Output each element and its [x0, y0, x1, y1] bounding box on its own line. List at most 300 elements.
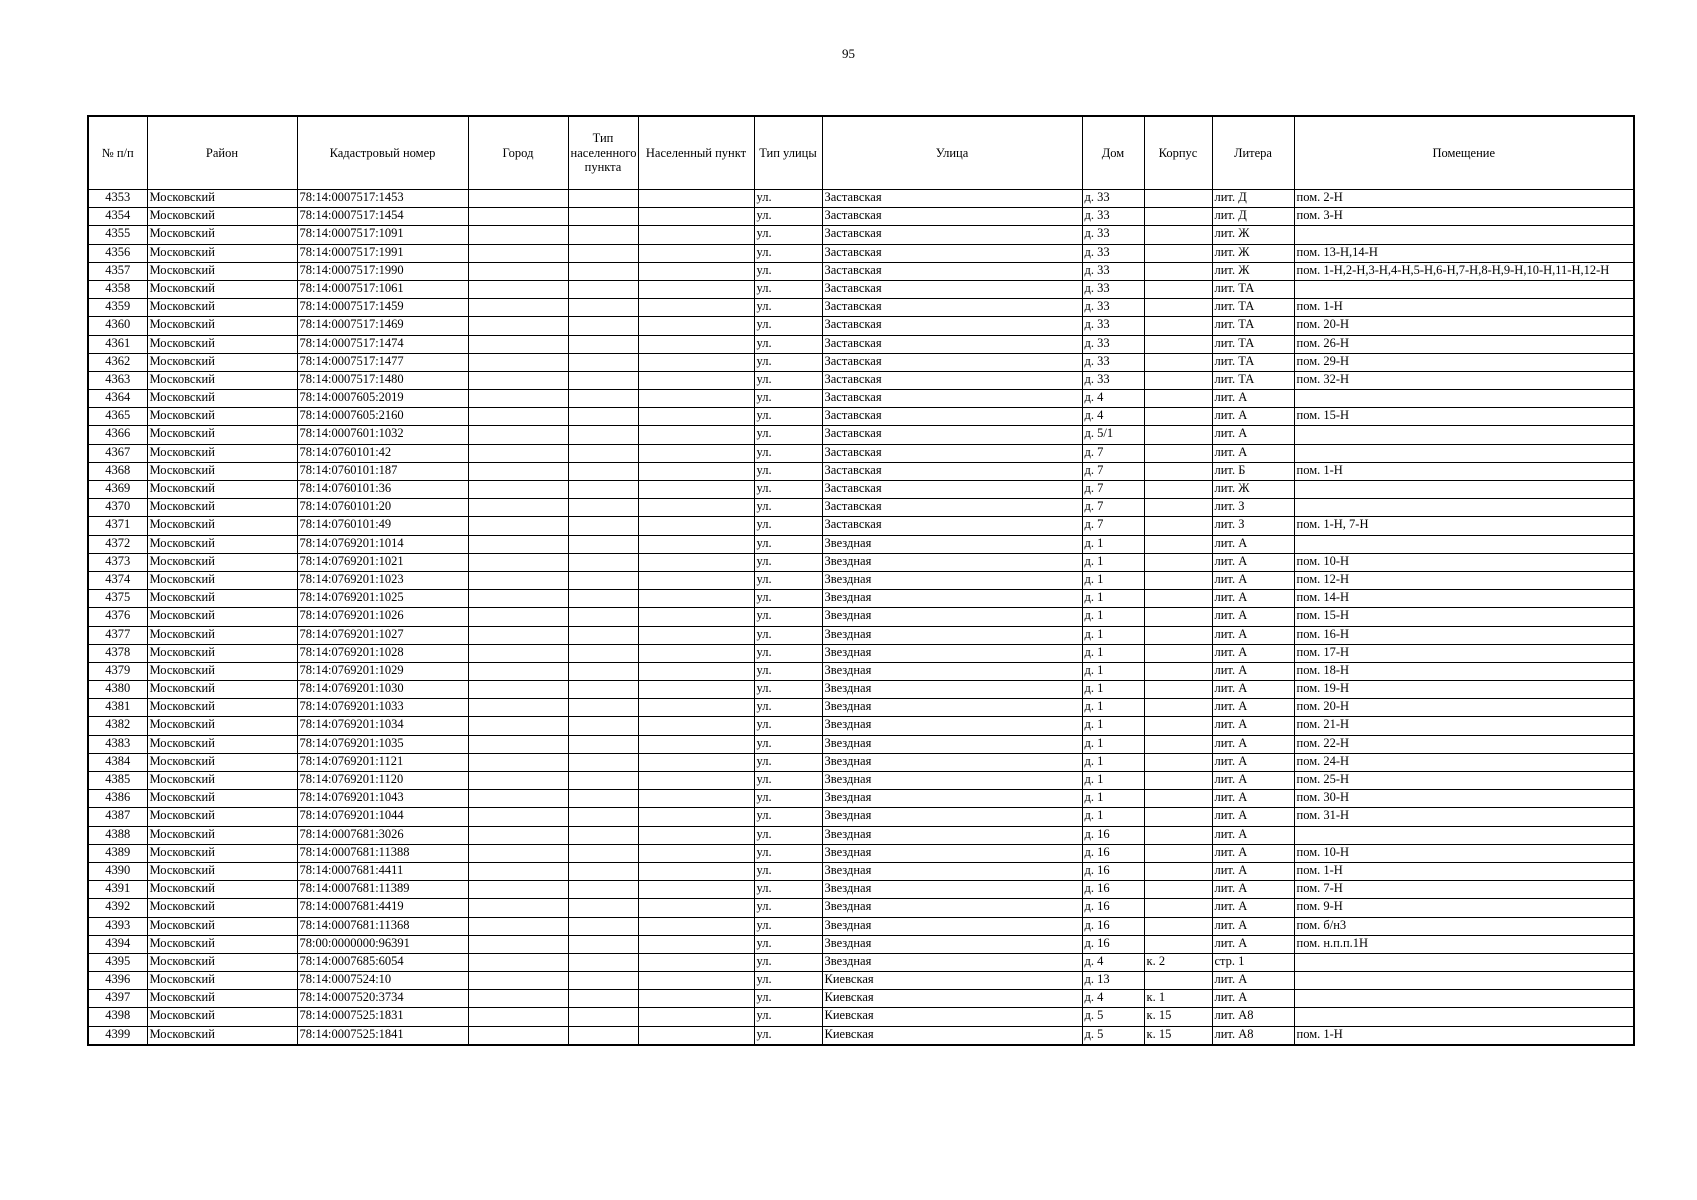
registry-table: [87, 115, 1635, 1046]
cell-row-number: 4390: [88, 862, 147, 880]
cell-house: д. 16: [1082, 826, 1144, 844]
cell-letter: лит. З: [1212, 517, 1294, 535]
cell-street-type: ул.: [754, 917, 822, 935]
cell-house: д. 7: [1082, 517, 1144, 535]
cell-cadastral-number: 78:14:0769201:1043: [297, 790, 468, 808]
cell-district: Московский: [147, 553, 297, 571]
cell-district: Московский: [147, 299, 297, 317]
cell-district: Московский: [147, 953, 297, 971]
cell-house: д. 33: [1082, 335, 1144, 353]
cell-street-type: ул.: [754, 935, 822, 953]
cell-house: д. 1: [1082, 535, 1144, 553]
cell-settlement-type: [568, 353, 638, 371]
cell-street-type: ул.: [754, 499, 822, 517]
cell-street-type: ул.: [754, 517, 822, 535]
cell-city: [468, 499, 568, 517]
cell-district: Московский: [147, 244, 297, 262]
cell-street-type: ул.: [754, 444, 822, 462]
cell-street: Заставская: [822, 353, 1082, 371]
table-row: [88, 608, 1634, 626]
cell-settlement-type: [568, 844, 638, 862]
cell-district: Московский: [147, 972, 297, 990]
cell-settlement: [638, 444, 754, 462]
cell-settlement-type: [568, 899, 638, 917]
cell-street-type: ул.: [754, 681, 822, 699]
table-row: [88, 571, 1634, 589]
cell-house: д. 33: [1082, 208, 1144, 226]
table-row: [88, 317, 1634, 335]
cell-house: д. 16: [1082, 917, 1144, 935]
cell-cadastral-number: 78:14:0007601:1032: [297, 426, 468, 444]
cell-settlement-type: [568, 1026, 638, 1045]
cell-city: [468, 481, 568, 499]
cell-settlement: [638, 972, 754, 990]
cell-building: [1144, 317, 1212, 335]
cell-letter: лит. ТА: [1212, 317, 1294, 335]
table-row: [88, 408, 1634, 426]
cell-settlement: [638, 408, 754, 426]
cell-cadastral-number: 78:14:0007517:1469: [297, 317, 468, 335]
cell-row-number: 4379: [88, 662, 147, 680]
cell-row-number: 4395: [88, 953, 147, 971]
cell-city: [468, 862, 568, 880]
cell-district: Московский: [147, 790, 297, 808]
cell-letter: лит. Ж: [1212, 226, 1294, 244]
table-row: [88, 335, 1634, 353]
cell-settlement: [638, 535, 754, 553]
cell-building: [1144, 208, 1212, 226]
cell-district: Московский: [147, 481, 297, 499]
cell-district: Московский: [147, 353, 297, 371]
cell-street-type: ул.: [754, 862, 822, 880]
cell-premises: пом. 17-Н: [1294, 644, 1634, 662]
cell-settlement-type: [568, 626, 638, 644]
cell-cadastral-number: 78:14:0760101:42: [297, 444, 468, 462]
cell-premises: [1294, 499, 1634, 517]
cell-cadastral-number: 78:14:0769201:1027: [297, 626, 468, 644]
cell-street: Заставская: [822, 426, 1082, 444]
cell-letter: лит. А8: [1212, 1008, 1294, 1026]
cell-city: [468, 208, 568, 226]
cell-house: д. 33: [1082, 371, 1144, 389]
cell-street-type: ул.: [754, 553, 822, 571]
cell-letter: лит. А8: [1212, 1026, 1294, 1045]
cell-city: [468, 1008, 568, 1026]
cell-city: [468, 517, 568, 535]
cell-settlement-type: [568, 590, 638, 608]
cell-premises: [1294, 972, 1634, 990]
cell-building: [1144, 935, 1212, 953]
cell-street: Заставская: [822, 226, 1082, 244]
cell-settlement: [638, 426, 754, 444]
cell-district: Московский: [147, 862, 297, 880]
cell-settlement: [638, 244, 754, 262]
cell-settlement-type: [568, 990, 638, 1008]
cell-district: Московский: [147, 280, 297, 298]
cell-settlement-type: [568, 808, 638, 826]
cell-row-number: 4392: [88, 899, 147, 917]
cell-premises: [1294, 426, 1634, 444]
cell-premises: пом. 15-Н: [1294, 608, 1634, 626]
cell-cadastral-number: 78:14:0007681:4419: [297, 899, 468, 917]
cell-house: д. 4: [1082, 953, 1144, 971]
cell-settlement-type: [568, 499, 638, 517]
cell-street: Звездная: [822, 699, 1082, 717]
cell-settlement-type: [568, 717, 638, 735]
table-row: [88, 862, 1634, 880]
cell-settlement-type: [568, 226, 638, 244]
cell-city: [468, 571, 568, 589]
cell-district: Московский: [147, 444, 297, 462]
cell-city: [468, 990, 568, 1008]
cell-settlement: [638, 317, 754, 335]
cell-street: Звездная: [822, 753, 1082, 771]
cell-letter: лит. А: [1212, 862, 1294, 880]
cell-street: Звездная: [822, 553, 1082, 571]
cell-settlement-type: [568, 699, 638, 717]
cell-settlement-type: [568, 299, 638, 317]
cell-settlement: [638, 517, 754, 535]
cell-settlement-type: [568, 553, 638, 571]
cell-district: Московский: [147, 990, 297, 1008]
cell-building: [1144, 226, 1212, 244]
table-row: [88, 753, 1634, 771]
cell-settlement-type: [568, 481, 638, 499]
cell-row-number: 4362: [88, 353, 147, 371]
cell-row-number: 4374: [88, 571, 147, 589]
cell-premises: пом. 18-Н: [1294, 662, 1634, 680]
cell-settlement: [638, 190, 754, 208]
cell-house: д. 33: [1082, 190, 1144, 208]
table-row: [88, 899, 1634, 917]
cell-city: [468, 226, 568, 244]
cell-building: [1144, 662, 1212, 680]
cell-cadastral-number: 78:14:0007681:11368: [297, 917, 468, 935]
cell-settlement: [638, 844, 754, 862]
cell-letter: лит. З: [1212, 499, 1294, 517]
table-row: [88, 353, 1634, 371]
cell-letter: лит. А: [1212, 735, 1294, 753]
table-row: [88, 826, 1634, 844]
cell-building: [1144, 481, 1212, 499]
cell-building: [1144, 681, 1212, 699]
cell-street-type: ул.: [754, 208, 822, 226]
cell-premises: [1294, 953, 1634, 971]
cell-street-type: ул.: [754, 826, 822, 844]
table-row: [88, 262, 1634, 280]
cell-letter: лит. ТА: [1212, 335, 1294, 353]
cell-district: Московский: [147, 844, 297, 862]
cell-cadastral-number: 78:14:0007517:1990: [297, 262, 468, 280]
cell-street-type: ул.: [754, 608, 822, 626]
cell-house: д. 5/1: [1082, 426, 1144, 444]
cell-settlement: [638, 262, 754, 280]
cell-city: [468, 881, 568, 899]
cell-row-number: 4355: [88, 226, 147, 244]
cell-settlement: [638, 299, 754, 317]
table-row: [88, 772, 1634, 790]
cell-house: д. 4: [1082, 390, 1144, 408]
cell-row-number: 4380: [88, 681, 147, 699]
cell-premises: пом. 25-Н: [1294, 772, 1634, 790]
cell-settlement-type: [568, 444, 638, 462]
cell-building: [1144, 371, 1212, 389]
cell-district: Московский: [147, 190, 297, 208]
cell-street-type: ул.: [754, 571, 822, 589]
cell-building: [1144, 826, 1212, 844]
cell-city: [468, 772, 568, 790]
cell-street-type: ул.: [754, 244, 822, 262]
cell-letter: лит. А: [1212, 608, 1294, 626]
cell-cadastral-number: 78:14:0007517:1454: [297, 208, 468, 226]
cell-street: Звездная: [822, 590, 1082, 608]
cell-house: д. 7: [1082, 462, 1144, 480]
cell-row-number: 4363: [88, 371, 147, 389]
cell-house: д. 1: [1082, 790, 1144, 808]
cell-cadastral-number: 78:14:0007525:1841: [297, 1026, 468, 1045]
cell-street: Заставская: [822, 462, 1082, 480]
cell-settlement-type: [568, 862, 638, 880]
cell-street: Звездная: [822, 626, 1082, 644]
cell-cadastral-number: 78:14:0769201:1023: [297, 571, 468, 589]
cell-settlement: [638, 626, 754, 644]
cell-street: Звездная: [822, 862, 1082, 880]
cell-row-number: 4353: [88, 190, 147, 208]
cell-letter: лит. А: [1212, 990, 1294, 1008]
table-body: [88, 190, 1634, 1045]
cell-row-number: 4360: [88, 317, 147, 335]
cell-street: Заставская: [822, 390, 1082, 408]
cell-house: д. 33: [1082, 262, 1144, 280]
cell-house: д. 1: [1082, 644, 1144, 662]
cell-cadastral-number: 78:14:0760101:187: [297, 462, 468, 480]
cell-street: Звездная: [822, 881, 1082, 899]
cell-cadastral-number: 78:14:0007517:1477: [297, 353, 468, 371]
cell-street: Киевская: [822, 972, 1082, 990]
cell-premises: пом. 26-Н: [1294, 335, 1634, 353]
cell-letter: лит. А: [1212, 553, 1294, 571]
cell-row-number: 4389: [88, 844, 147, 862]
cell-house: д. 16: [1082, 844, 1144, 862]
cell-row-number: 4397: [88, 990, 147, 1008]
cell-house: д. 16: [1082, 862, 1144, 880]
cell-district: Московский: [147, 408, 297, 426]
cell-cadastral-number: 78:14:0007681:11388: [297, 844, 468, 862]
cell-settlement-type: [568, 190, 638, 208]
cell-city: [468, 462, 568, 480]
cell-city: [468, 553, 568, 571]
cell-district: Московский: [147, 226, 297, 244]
cell-building: [1144, 608, 1212, 626]
cell-street-type: ул.: [754, 371, 822, 389]
cell-street-type: ул.: [754, 1008, 822, 1026]
cell-building: [1144, 917, 1212, 935]
cell-cadastral-number: 78:14:0007525:1831: [297, 1008, 468, 1026]
cell-district: Московский: [147, 1008, 297, 1026]
table-row: [88, 681, 1634, 699]
cell-street-type: ул.: [754, 590, 822, 608]
cell-premises: пом. 1-Н, 7-Н: [1294, 517, 1634, 535]
cell-cadastral-number: 78:14:0769201:1026: [297, 608, 468, 626]
cell-cadastral-number: 78:14:0007517:1459: [297, 299, 468, 317]
cell-cadastral-number: 78:14:0007524:10: [297, 972, 468, 990]
cell-settlement-type: [568, 735, 638, 753]
cell-row-number: 4382: [88, 717, 147, 735]
cell-premises: пом. 13-Н,14-Н: [1294, 244, 1634, 262]
table-row: [88, 1008, 1634, 1026]
cell-street-type: ул.: [754, 280, 822, 298]
cell-building: [1144, 517, 1212, 535]
cell-cadastral-number: 78:14:0760101:49: [297, 517, 468, 535]
cell-street: Звездная: [822, 826, 1082, 844]
cell-street-type: ул.: [754, 353, 822, 371]
cell-row-number: 4367: [88, 444, 147, 462]
cell-letter: лит. А: [1212, 681, 1294, 699]
cell-house: д. 7: [1082, 499, 1144, 517]
cell-settlement: [638, 353, 754, 371]
cell-house: д. 33: [1082, 353, 1144, 371]
cell-row-number: 4372: [88, 535, 147, 553]
cell-building: [1144, 390, 1212, 408]
cell-city: [468, 280, 568, 298]
cell-city: [468, 935, 568, 953]
cell-settlement-type: [568, 371, 638, 389]
cell-house: д. 16: [1082, 881, 1144, 899]
cell-letter: лит. А: [1212, 699, 1294, 717]
cell-premises: [1294, 826, 1634, 844]
cell-settlement: [638, 899, 754, 917]
cell-premises: [1294, 481, 1634, 499]
cell-street: Звездная: [822, 917, 1082, 935]
cell-premises: [1294, 444, 1634, 462]
cell-district: Московский: [147, 717, 297, 735]
cell-letter: лит. А: [1212, 972, 1294, 990]
cell-street: Звездная: [822, 953, 1082, 971]
cell-district: Московский: [147, 681, 297, 699]
cell-district: Московский: [147, 608, 297, 626]
cell-premises: пом. 21-Н: [1294, 717, 1634, 735]
cell-premises: пом. 32-Н: [1294, 371, 1634, 389]
cell-house: д. 1: [1082, 753, 1144, 771]
table-row: [88, 481, 1634, 499]
cell-row-number: 4369: [88, 481, 147, 499]
cell-street-type: ул.: [754, 626, 822, 644]
cell-street-type: ул.: [754, 299, 822, 317]
cell-building: [1144, 790, 1212, 808]
cell-row-number: 4391: [88, 881, 147, 899]
cell-district: Московский: [147, 644, 297, 662]
cell-city: [468, 753, 568, 771]
table-row: [88, 808, 1634, 826]
cell-street: Заставская: [822, 371, 1082, 389]
cell-premises: пом. 1-Н: [1294, 299, 1634, 317]
cell-cadastral-number: 78:14:0769201:1120: [297, 772, 468, 790]
cell-building: [1144, 772, 1212, 790]
cell-letter: лит. Б: [1212, 462, 1294, 480]
cell-row-number: 4371: [88, 517, 147, 535]
cell-district: Московский: [147, 753, 297, 771]
table-row: [88, 972, 1634, 990]
cell-cadastral-number: 78:14:0769201:1030: [297, 681, 468, 699]
cell-building: [1144, 862, 1212, 880]
cell-premises: пом. 16-Н: [1294, 626, 1634, 644]
cell-letter: лит. А: [1212, 408, 1294, 426]
cell-house: д. 33: [1082, 299, 1144, 317]
cell-street-type: ул.: [754, 262, 822, 280]
cell-row-number: 4370: [88, 499, 147, 517]
cell-letter: лит. А: [1212, 753, 1294, 771]
cell-settlement: [638, 590, 754, 608]
cell-letter: лит. А: [1212, 717, 1294, 735]
cell-street: Звездная: [822, 935, 1082, 953]
cell-street-type: ул.: [754, 717, 822, 735]
cell-building: [1144, 626, 1212, 644]
cell-premises: пом. 7-Н: [1294, 881, 1634, 899]
cell-settlement: [638, 1026, 754, 1045]
header-house: Дом: [1082, 116, 1144, 190]
cell-premises: пом. 10-Н: [1294, 553, 1634, 571]
cell-house: д. 1: [1082, 571, 1144, 589]
header-city: Город: [468, 116, 568, 190]
cell-letter: лит. А: [1212, 917, 1294, 935]
cell-settlement-type: [568, 426, 638, 444]
cell-city: [468, 626, 568, 644]
cell-city: [468, 644, 568, 662]
cell-row-number: 4386: [88, 790, 147, 808]
cell-building: [1144, 881, 1212, 899]
table-row: [88, 662, 1634, 680]
cell-premises: [1294, 390, 1634, 408]
table-row: [88, 208, 1634, 226]
cell-cadastral-number: 78:14:0007681:4411: [297, 862, 468, 880]
cell-cadastral-number: 78:14:0769201:1035: [297, 735, 468, 753]
header-premises: Помещение: [1294, 116, 1634, 190]
cell-city: [468, 353, 568, 371]
cell-district: Московский: [147, 590, 297, 608]
cell-street: Заставская: [822, 208, 1082, 226]
cell-settlement: [638, 753, 754, 771]
header-street: Улица: [822, 116, 1082, 190]
cell-row-number: 4394: [88, 935, 147, 953]
cell-city: [468, 699, 568, 717]
cell-row-number: 4358: [88, 280, 147, 298]
cell-house: д. 1: [1082, 553, 1144, 571]
cell-street-type: ул.: [754, 735, 822, 753]
cell-cadastral-number: 78:14:0007605:2019: [297, 390, 468, 408]
cell-district: Московский: [147, 626, 297, 644]
cell-street-type: ул.: [754, 844, 822, 862]
cell-row-number: 4361: [88, 335, 147, 353]
cell-street: Звездная: [822, 772, 1082, 790]
table-row: [88, 535, 1634, 553]
cell-city: [468, 735, 568, 753]
cell-house: д. 1: [1082, 699, 1144, 717]
cell-cadastral-number: 78:14:0769201:1044: [297, 808, 468, 826]
cell-district: Московский: [147, 535, 297, 553]
cell-street: Заставская: [822, 280, 1082, 298]
cell-row-number: 4396: [88, 972, 147, 990]
cell-city: [468, 717, 568, 735]
cell-street-type: ул.: [754, 899, 822, 917]
cell-letter: лит. ТА: [1212, 299, 1294, 317]
cell-city: [468, 535, 568, 553]
cell-row-number: 4378: [88, 644, 147, 662]
cell-house: д. 33: [1082, 280, 1144, 298]
cell-house: д. 1: [1082, 681, 1144, 699]
cell-cadastral-number: 78:14:0769201:1025: [297, 590, 468, 608]
cell-cadastral-number: 78:14:0007681:3026: [297, 826, 468, 844]
cell-cadastral-number: 78:14:0769201:1034: [297, 717, 468, 735]
